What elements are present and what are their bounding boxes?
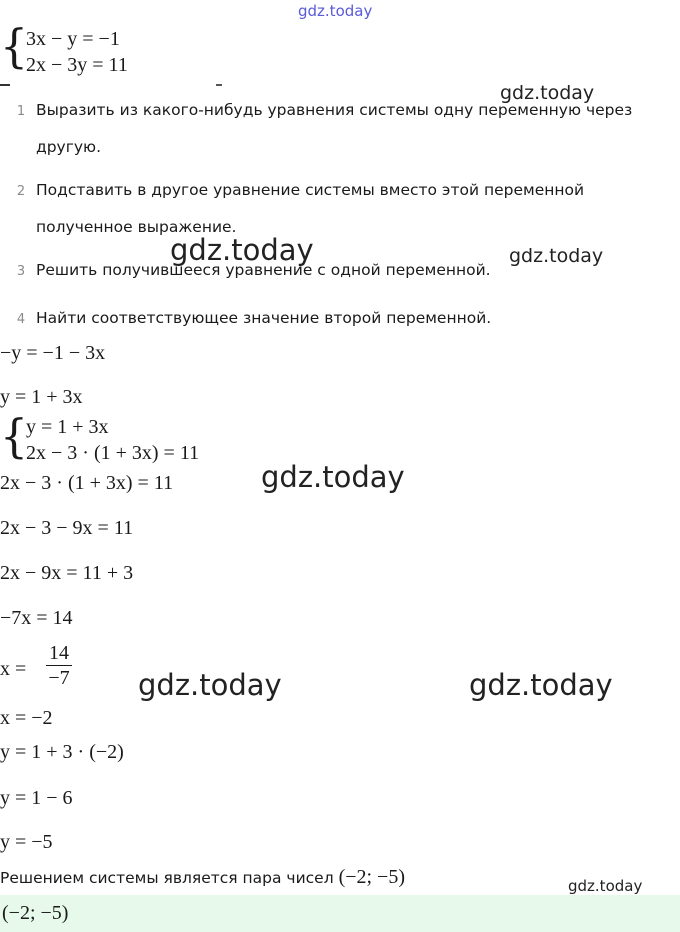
conclusion-text xyxy=(0,866,405,889)
equation-line-6: −7x = 14 xyxy=(0,607,73,629)
step-text: Решить получившееся уравнение с одной переменной. xyxy=(36,261,491,279)
system-equation-2: 2x − 3 · (1 + 3x) = 11 xyxy=(26,442,200,464)
conclusion-label: Решением системы является пара чисел xyxy=(0,869,339,887)
substituted-system xyxy=(0,409,260,470)
equation-line-1: −y = −1 − 3x xyxy=(0,342,106,364)
initial-system xyxy=(0,19,200,80)
system-brace: { xyxy=(0,19,28,74)
watermark: gdz.today xyxy=(261,460,405,494)
equation-line-9: y = 1 − 6 xyxy=(0,787,73,809)
watermark: gdz.today xyxy=(469,668,613,702)
steps-list xyxy=(0,86,680,338)
system-equation-1: 3x − y = −1 xyxy=(26,28,120,50)
equation-line-4: 2x − 3 − 9x = 11 xyxy=(0,517,134,539)
fraction-denominator: −7 xyxy=(48,667,70,689)
watermark: gdz.today xyxy=(509,245,604,267)
watermark: gdz.today xyxy=(170,233,314,267)
step-text: Выразить из какого-нибудь уравнения системы одну переменную через другую. xyxy=(36,101,633,156)
fraction xyxy=(46,642,72,689)
equation-line-7: x = −2 xyxy=(0,707,53,729)
step-number: 1 xyxy=(16,104,26,119)
step-text: Подставить в другое уравнение системы вместо этой переменной полученное выражение. xyxy=(36,181,585,236)
equation-line-5: 2x − 9x = 11 + 3 xyxy=(0,562,134,584)
watermark: gdz.today xyxy=(138,668,282,702)
equation-line-10: y = −5 xyxy=(0,831,53,853)
fraction-numerator: 14 xyxy=(49,642,69,664)
conclusion-pair: (−2; −5) xyxy=(338,866,405,888)
equation-line-2: y = 1 + 3x xyxy=(0,386,83,408)
step-number: 4 xyxy=(16,312,26,327)
answer-value: (−2; −5) xyxy=(2,902,69,924)
fraction-lhs: x = xyxy=(0,658,27,680)
system-equation-2: 2x − 3y = 11 xyxy=(26,54,128,76)
watermark: gdz.today xyxy=(500,82,595,104)
step-text: Найти соответствующее значение второй переменной. xyxy=(36,309,492,327)
watermark-top: gdz.today xyxy=(298,2,373,20)
system-brace: { xyxy=(0,409,28,464)
equation-line-8: y = 1 + 3 · (−2) xyxy=(0,741,124,763)
fraction-bar xyxy=(46,665,72,666)
step-number: 3 xyxy=(16,264,26,279)
step-number: 2 xyxy=(16,184,26,199)
watermark: gdz.today xyxy=(568,877,643,895)
system-equation-1: y = 1 + 3x xyxy=(26,416,109,438)
equation-line-3: 2x − 3 · (1 + 3x) = 11 xyxy=(0,472,174,494)
answer-box xyxy=(0,895,680,932)
